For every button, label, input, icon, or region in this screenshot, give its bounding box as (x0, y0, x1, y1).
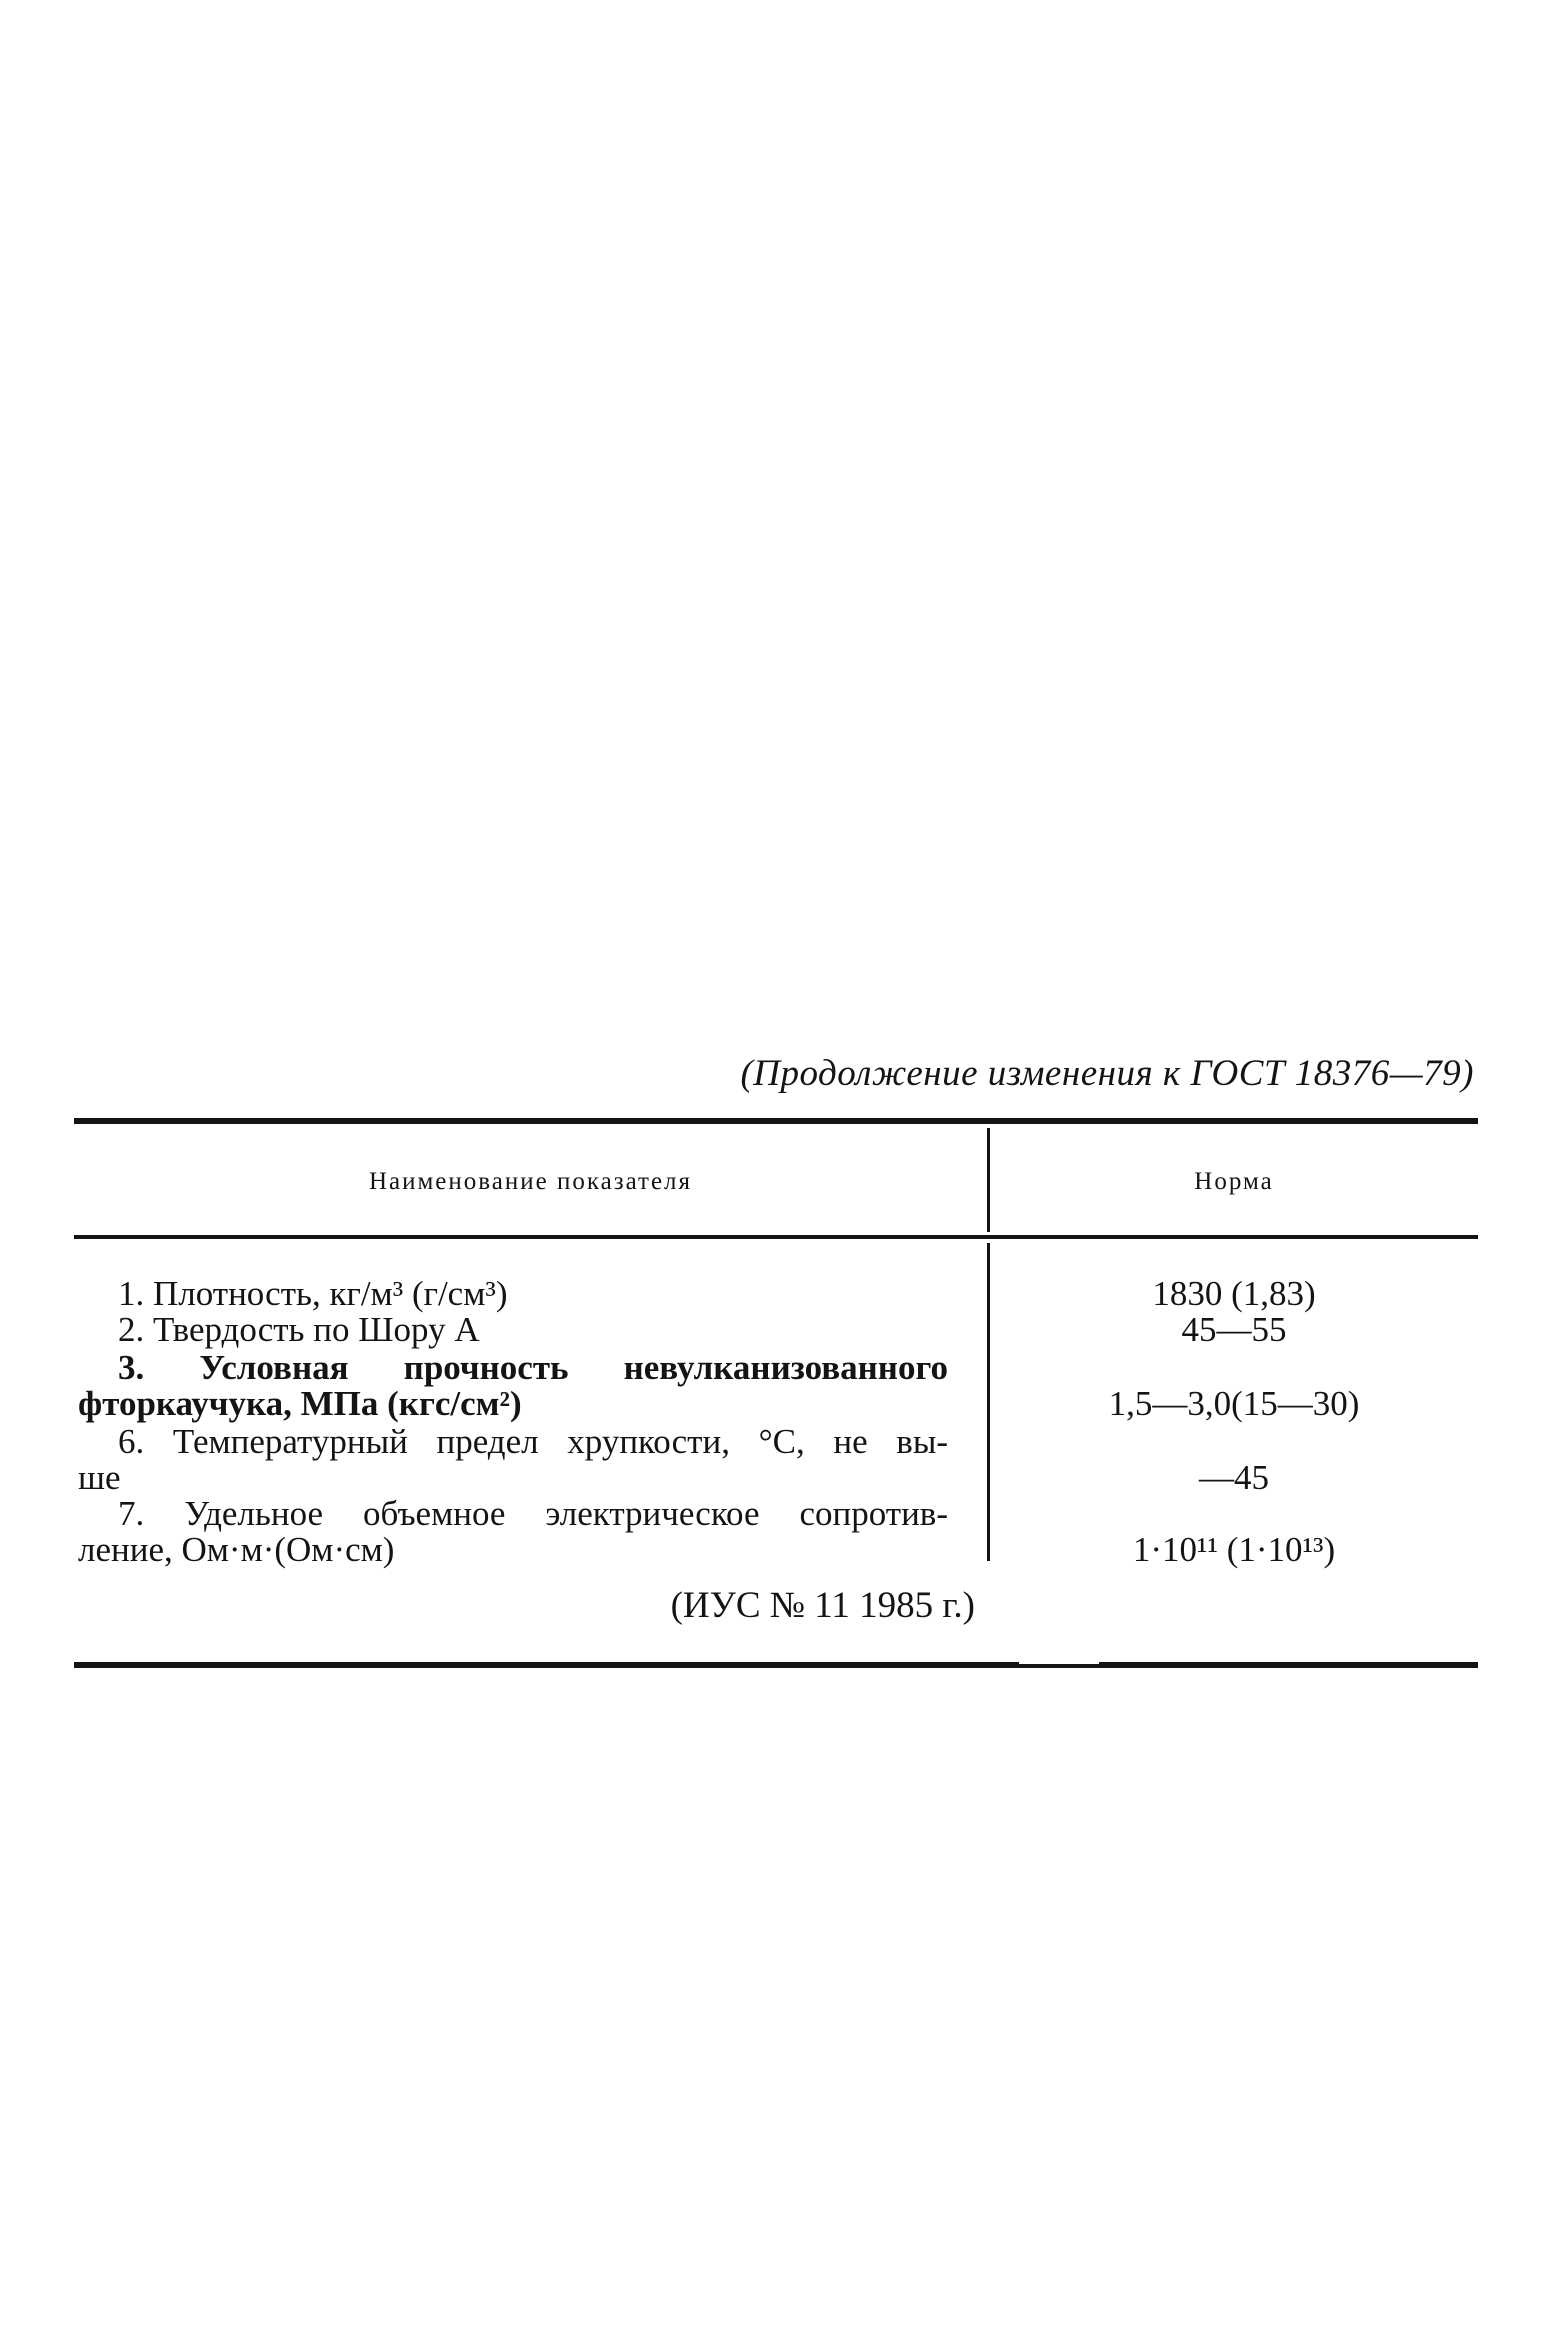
table-header-rule (74, 1235, 1478, 1239)
row-6-name-line-2: ше (78, 1458, 121, 1497)
row-1-norm: 1830 (1,83) (1152, 1274, 1316, 1313)
row-2-name: 2. Твердость по Шору А (118, 1310, 480, 1349)
bottom-rule-break (1019, 1662, 1099, 1668)
table-bottom-rule (74, 1662, 1478, 1668)
row-3-norm: 1,5—3,0(15—30) (1108, 1384, 1360, 1423)
row-7-name-line-2: ление, Ом·м·(Ом·см) (78, 1530, 395, 1569)
column-header-name: Наименование показателя (368, 1168, 693, 1195)
row-3-name-line-1: 3. Условная прочность невулканизованного (118, 1348, 948, 1387)
row-1-name: 1. Плотность, кг/м³ (г/см³) (118, 1274, 508, 1313)
table-top-rule (74, 1118, 1478, 1124)
row-7-name-line-1: 7. Удельное объемное электрическое сопротив- (118, 1494, 948, 1533)
row-6-norm: —45 (1199, 1458, 1269, 1497)
document-caption: (Продолжение изменения к ГОСТ 18376—79) (740, 1053, 1474, 1094)
column-header-norm: Норма (1194, 1168, 1274, 1195)
source-note: (ИУС № 11 1985 г.) (670, 1585, 975, 1626)
row-7-norm: 1·10¹¹ (1·10¹³) (1132, 1530, 1336, 1569)
row-6-name-line-1: 6. Температурный предел хрупкости, °С, не вы- (118, 1422, 948, 1461)
row-3-name-line-2: фторкаучука, МПа (кгс/см²) (78, 1384, 522, 1423)
row-2-norm: 45—55 (1181, 1310, 1287, 1349)
